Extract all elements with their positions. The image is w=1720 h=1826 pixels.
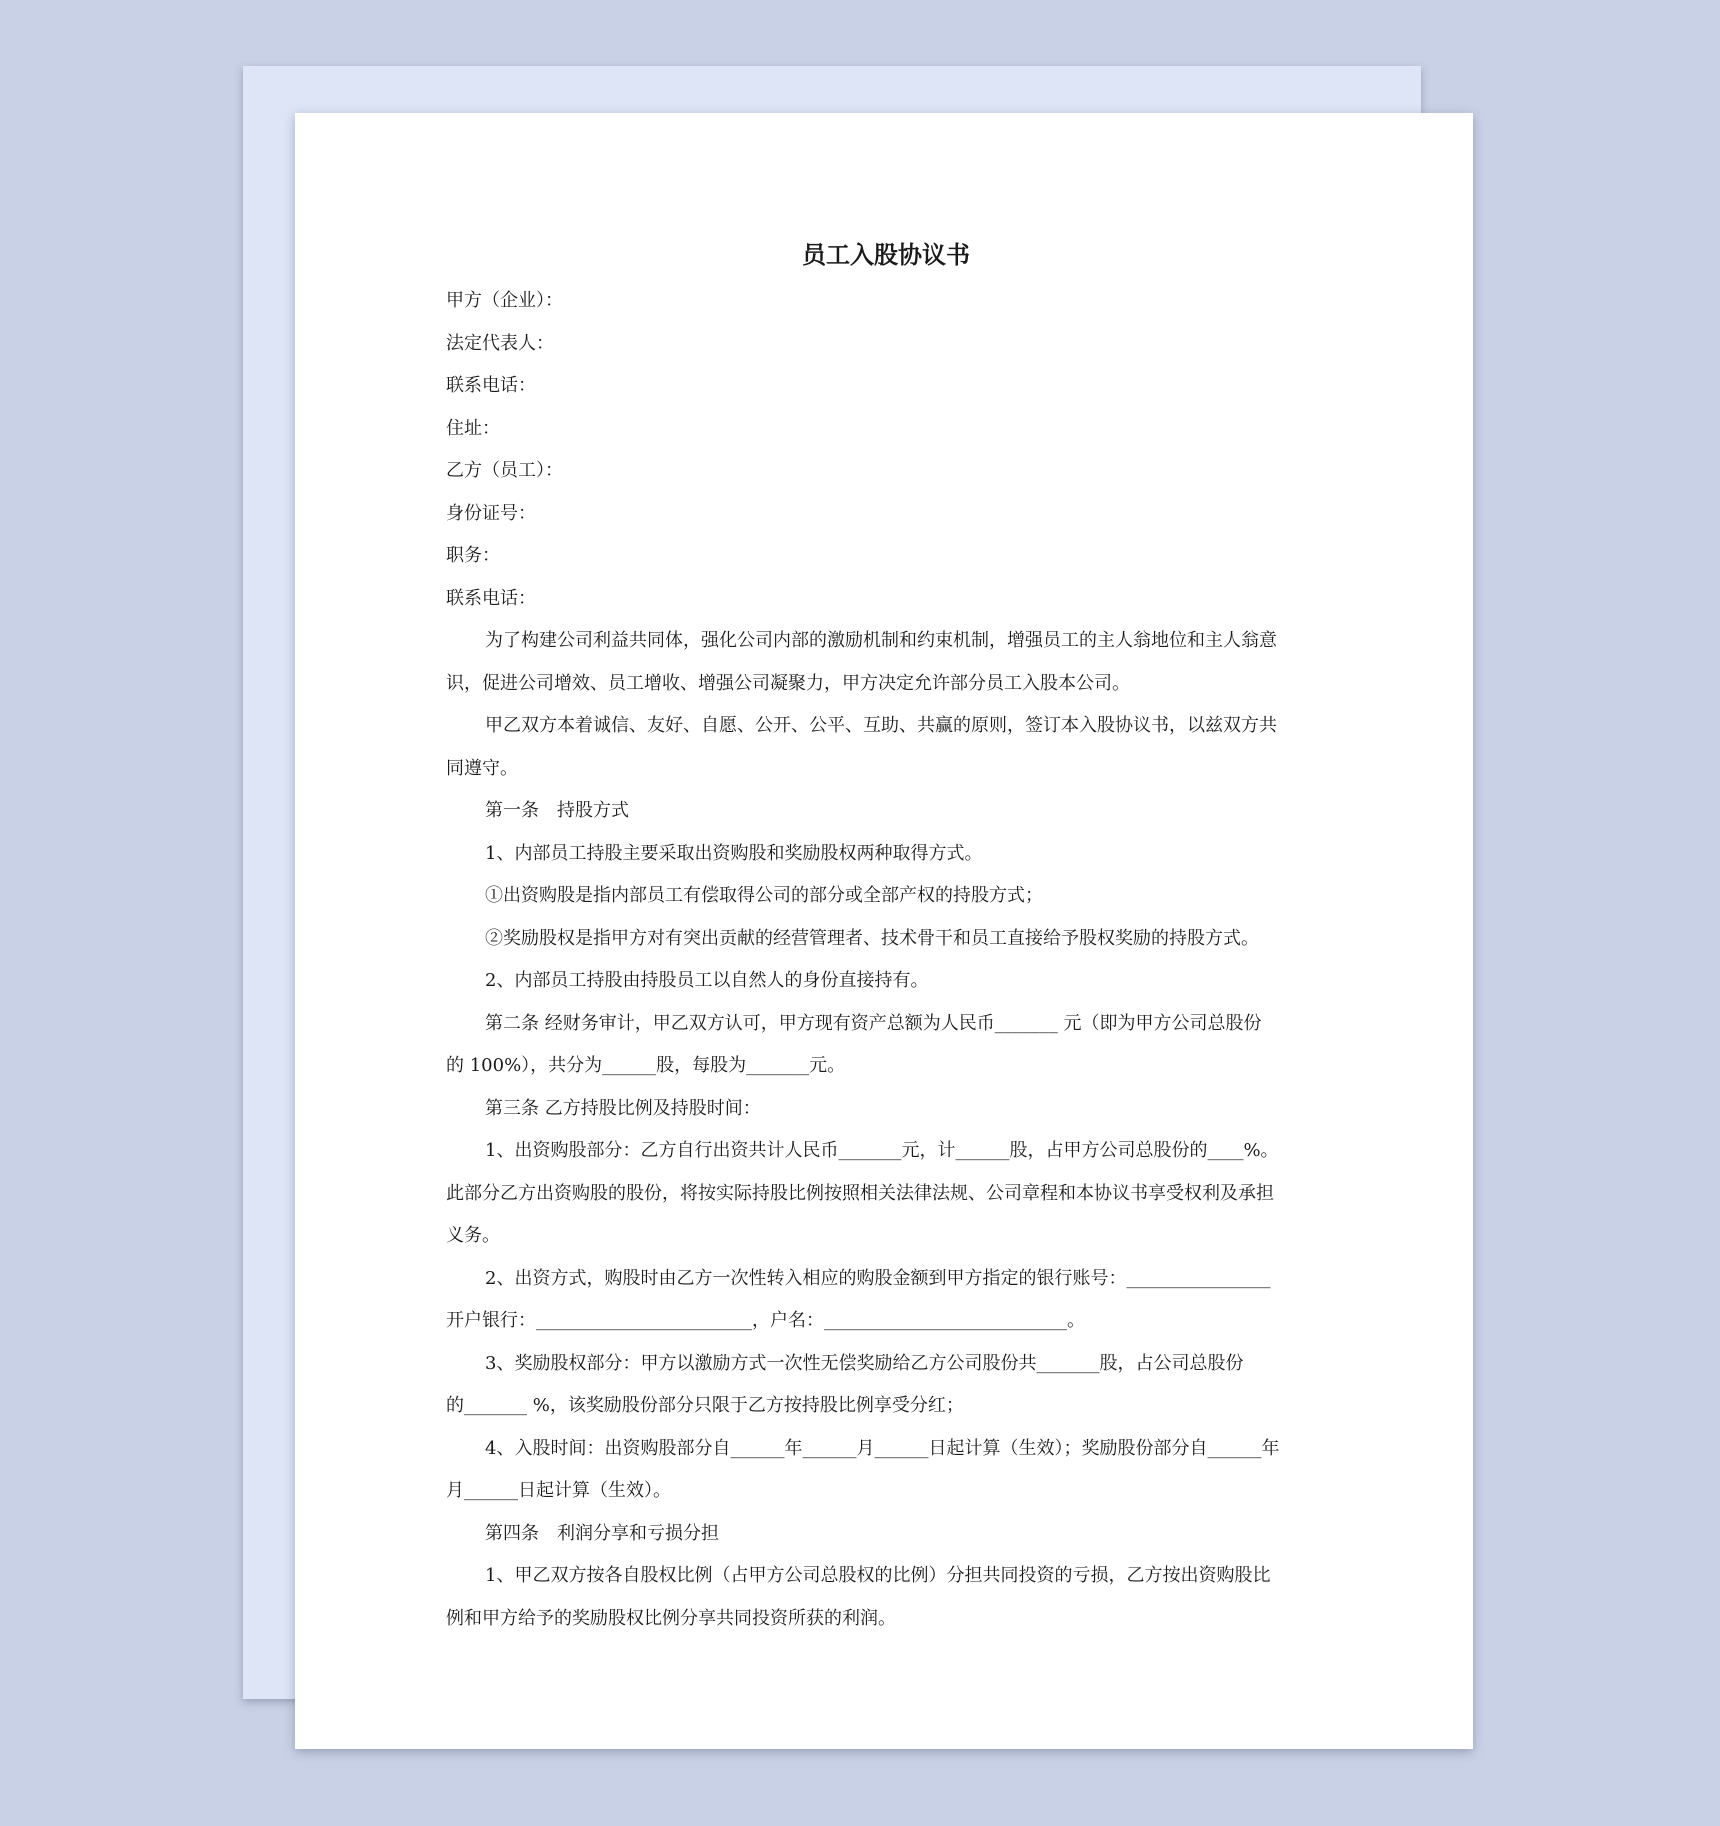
body-line: 为了构建公司利益共同体，强化公司内部的激励机制和约束机制，增强员工的主人翁地位和主人翁意 — [485, 630, 1277, 651]
body-line: 第四条 利润分享和亏损分担 — [485, 1522, 719, 1544]
agreement-body — [446, 620, 1326, 1640]
party-field: 乙方（员工）： — [446, 460, 563, 481]
body-line: 的 100%），共分为______股，每股为_______元。 — [446, 1055, 846, 1076]
body-line: 第三条 乙方持股比例及持股时间： — [485, 1097, 761, 1119]
body-line: 此部分乙方出资购股的股份，将按实际持股比例按照相关法律法规、公司章程和本协议书享受权利及承担 — [446, 1182, 1274, 1204]
body-line: 义务。 — [446, 1225, 500, 1246]
party-field: 联系电话： — [446, 587, 536, 609]
party-field: 身份证号： — [446, 502, 536, 524]
body-line: 月______日起计算（生效）。 — [446, 1480, 671, 1501]
body-line: 1、出资购股部分：乙方自行出资共计人民币_______元，计______股，占甲方公司总股份的____%。 — [485, 1140, 1279, 1161]
body-line: 4、入股时间：出资购股部分自______年______月______日起计算（生效）；奖励股份部分自______年 — [485, 1437, 1280, 1459]
body-line: 1、甲乙双方按各自股权比例（占甲方公司总股权的比例）分担共同投资的亏损，乙方按出资购股比 — [485, 1565, 1271, 1586]
document-content — [446, 230, 1326, 1640]
body-line: 开户银行：________________________，户名：___________________________。 — [446, 1310, 1085, 1331]
body-line: ①出资购股是指内部员工有偿取得公司的部分或全部产权的持股方式； — [485, 885, 1043, 906]
document-page — [295, 113, 1473, 1749]
party-field: 住址： — [446, 417, 500, 439]
party-field: 法定代表人： — [446, 332, 554, 354]
party-field: 甲方（企业）： — [446, 290, 563, 311]
document-title: 员工入股协议书 — [802, 240, 970, 269]
body-line: 3、奖励股权部分：甲方以激励方式一次性无偿奖励给乙方公司股份共_______股，占公司总股份 — [485, 1352, 1244, 1374]
body-line: 2、内部员工持股由持股员工以自然人的身份直接持有。 — [485, 970, 929, 991]
body-line: 例和甲方给予的奖励股权比例分享共同投资所获的利润。 — [446, 1607, 896, 1629]
party-field: 联系电话： — [446, 375, 536, 396]
body-line: 第一条 持股方式 — [485, 800, 629, 821]
body-line: 第二条 经财务审计，甲乙双方认可，甲方现有资产总额为人民币_______ 元（即为甲方公司总股份 — [485, 1012, 1262, 1034]
body-line: 甲乙双方本着诚信、友好、自愿、公开、公平、互助、共赢的原则，签订本入股协议书，以兹双方共 — [485, 715, 1277, 736]
body-line: 1、内部员工持股主要采取出资购股和奖励股权两种取得方式。 — [485, 842, 983, 864]
body-line: 同遵守。 — [446, 757, 518, 779]
party-field: 职务： — [446, 545, 500, 566]
body-line: 2、出资方式，购股时由乙方一次性转入相应的购股金额到甲方指定的银行账号：________________ — [485, 1267, 1271, 1289]
body-line: 识，促进公司增效、员工增收、增强公司凝聚力，甲方决定允许部分员工入股本公司。 — [446, 672, 1130, 694]
body-line: ②奖励股权是指甲方对有突出贡献的经营管理者、技术骨干和员工直接给予股权奖励的持股方式。 — [485, 927, 1259, 949]
party-info-section — [446, 280, 1326, 620]
body-line: 的_______ %，该奖励股份部分只限于乙方按持股比例享受分红； — [446, 1395, 964, 1416]
